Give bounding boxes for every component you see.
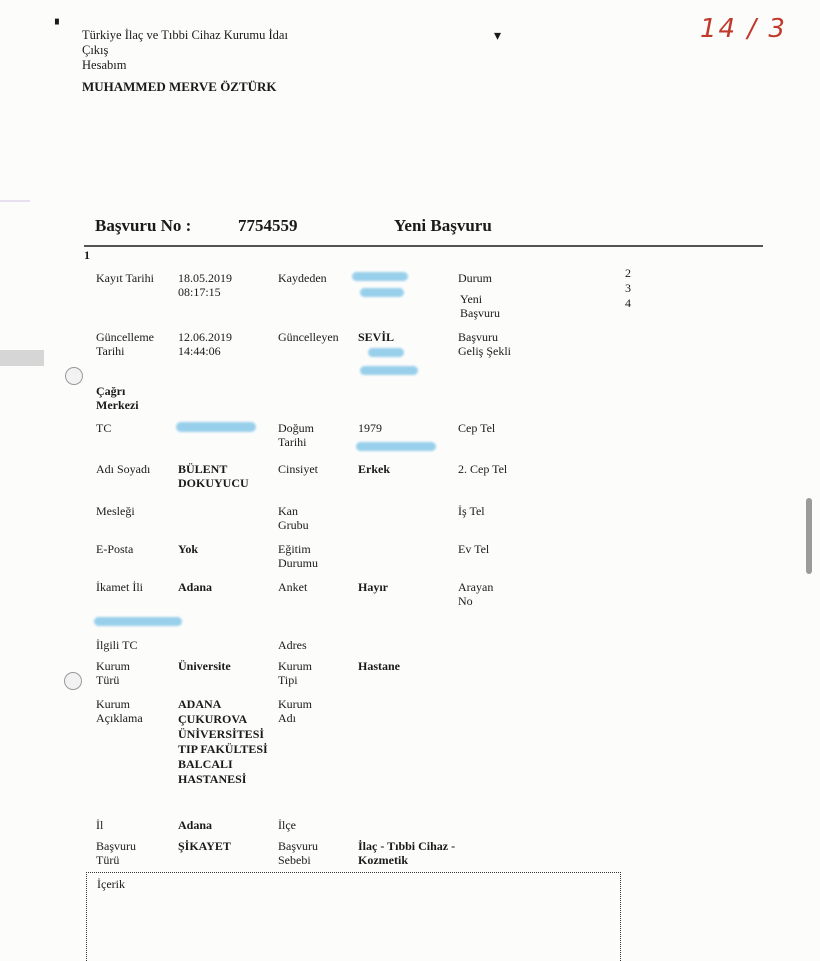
redaction-mark [360,288,404,297]
basvuru-gelis-sekli-value: Çağrı Merkezi [96,384,139,412]
kurum-aciklama-value: ADANA ÇUKUROVA ÜNİVERSİTESİ TIP FAKÜLTESİ BALCALI HASTANESİ [178,697,268,786]
ikamet-ili-label: İkamet İli [96,580,143,594]
arayan-no-label: Arayan No [458,580,494,608]
kan-grubu-label: Kan Grubu [278,504,309,532]
scrollbar-right[interactable] [806,498,812,574]
radio-button[interactable] [65,367,83,385]
page-number[interactable]: 3 [625,281,631,295]
ev-tel-label: Ev Tel [458,542,490,556]
kurum-tipi-label: Kurum Tipi [278,659,312,687]
guncelleme-tarihi-label: Güncelleme Tarihi [96,330,154,358]
redaction-mark [360,366,418,375]
application-no-value: 7754559 [238,216,298,235]
e-posta-label: E-Posta [96,542,134,556]
handwritten-page-mark: 14 / 3 [700,14,787,44]
ilgili-tc-label: İlgili TC [96,638,138,652]
org-name: Türkiye İlaç ve Tıbbi Cihaz Kurumu İdaı [82,28,288,42]
redaction-mark [94,617,182,626]
redaction-mark [356,442,436,451]
kayit-tarihi-label: Kayıt Tarihi [96,271,154,285]
e-posta-value: Yok [178,542,199,556]
basvuru-turu-value: ŞİKAYET [178,839,231,853]
logout-link[interactable]: Çıkış [82,43,109,57]
ilce-label: İlçe [278,818,296,832]
basvuru-gelis-sekli-label: Başvuru Geliş Şekli [458,330,511,358]
page-number[interactable]: 4 [625,296,631,310]
corner-mark: ▘ [55,20,63,31]
kurum-tipi-value: Hastane [358,659,400,673]
kurum-turu-label: Kurum Türü [96,659,130,687]
title-divider [84,245,763,247]
egitim-durumu-label: Eğitim Durumu [278,542,318,570]
cinsiyet-value: Erkek [358,462,391,476]
dogum-tarihi-label: Doğum Tarihi [278,421,314,449]
icerik-label: İçerik [97,877,125,891]
guncelleme-tarihi-value: 12.06.2019 14:44:06 [178,330,232,358]
anket-label: Anket [278,580,308,594]
user-name: MUHAMMED MERVE ÖZTÜRK [82,79,277,94]
scrollbar-left[interactable] [0,350,44,366]
adi-soyadi-label: Adı Soyadı [96,462,151,476]
il-label: İl [96,818,104,832]
application-no-label: Başvuru No : [95,216,192,235]
account-link[interactable]: Hesabım [82,58,127,72]
kurum-adi-label: Kurum Adı [278,697,312,725]
ikamet-ili-value: Adana [178,580,213,594]
cinsiyet-label: Cinsiyet [278,462,319,476]
basvuru-sebebi-label: Başvuru Sebebi [278,839,318,867]
page-number-list [625,266,631,311]
guncelleyen-value: SEVİL [358,330,395,344]
guncelleyen-label: Güncelleyen [278,330,339,344]
anket-value: Hayır [358,580,388,594]
tc-label: TC [96,421,112,435]
dropdown-arrow-icon[interactable]: ▾ [494,29,502,44]
adi-soyadi-value: BÜLENT DOKUYUCU [178,462,249,490]
il-value: Adana [178,818,213,832]
kaydeden-label: Kaydeden [278,271,327,285]
kurum-turu-value: Üniversite [178,659,231,673]
durum-value: Yeni Başvuru [460,292,500,320]
basvuru-sebebi-value: İlaç - Tıbbi Cihaz - Kozmetik [358,839,456,867]
durum-label: Durum [458,271,492,285]
kurum-aciklama-label: Kurum Açıklama [96,697,143,725]
basvuru-turu-label: Başvuru Türü [96,839,136,867]
radio-button[interactable] [64,672,82,690]
kayit-tarihi-value: 18.05.2019 08:17:15 [178,271,232,299]
dogum-tarihi-value: 1979 [358,421,382,435]
cep-tel-2-label: 2. Cep Tel [458,462,508,476]
row-marker: 1 [84,248,90,262]
page-number[interactable]: 2 [625,266,631,280]
adres-label: Adres [278,638,307,652]
meslegi-label: Mesleği [96,504,135,518]
cep-tel-label: Cep Tel [458,421,496,435]
redaction-mark [368,348,404,357]
redaction-mark [352,272,408,281]
is-tel-label: İş Tel [458,504,485,518]
redaction-mark [176,422,256,432]
application-status: Yeni Başvuru [394,216,492,235]
scan-artifact [0,200,30,202]
icerik-textarea[interactable] [86,872,621,961]
